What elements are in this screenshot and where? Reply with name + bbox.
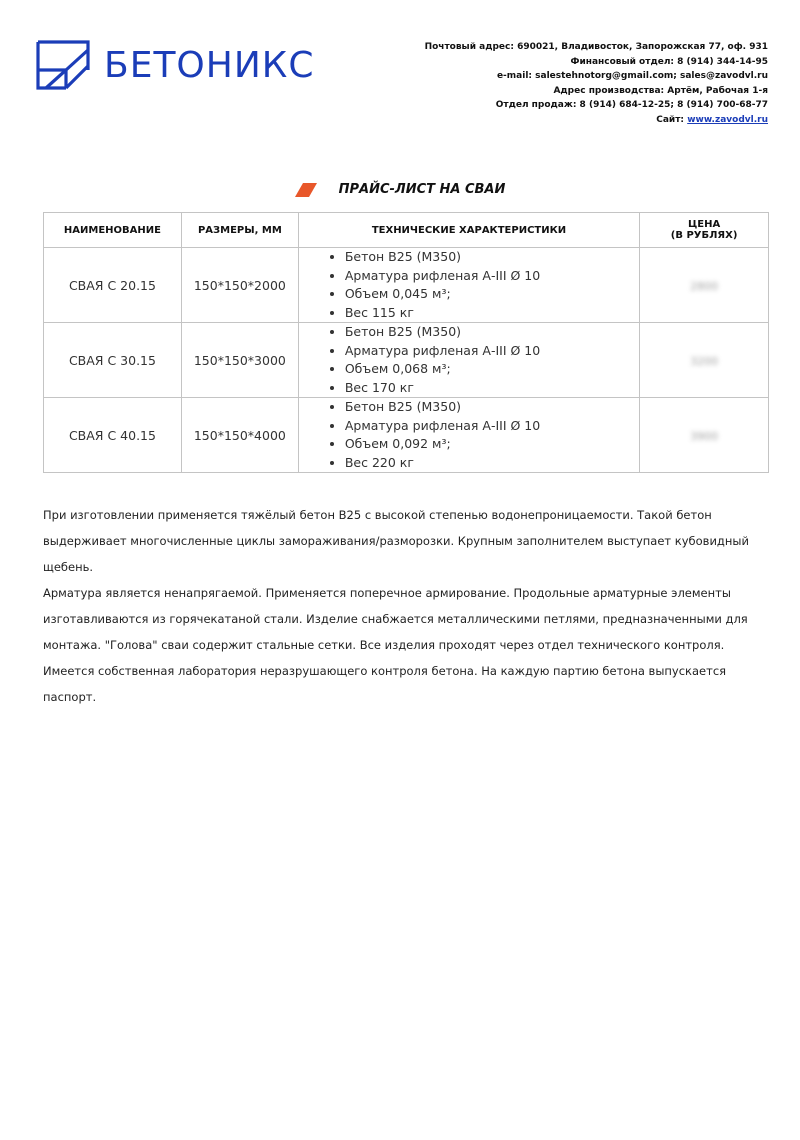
header-specs: ТЕХНИЧЕСКИЕ ХАРАКТЕРИСТИКИ [298,213,639,248]
product-specs [298,398,639,473]
price-value: 3900 [690,429,719,443]
description [43,502,769,710]
site-link[interactable]: www.zavodvl.ru [687,114,768,125]
product-price [640,248,769,323]
table-row [44,398,769,473]
postal-address: Почтовый адрес: 690021, Владивосток, Запорожская 77, оф. 931 [424,42,768,52]
site-line [425,113,768,128]
spec-item: • Бетон В25 (М350) [345,398,639,417]
price-value: 2800 [690,279,719,293]
paragraph-concrete: При изготовлении применяется тяжёлый бетон В25 с высокой степенью водонепроницаемости. Такой бетон выдерживает многочисленные циклы замораживания/разморозки. Крупным заполнителем выступает кубовидный щебень. [43,508,749,574]
header-price-label: ЦЕНА [687,219,721,230]
email-line: e-mail: salestehnotorg@gmail.com; sales@zavodvl.ru [496,71,768,81]
table-header-row [44,213,769,248]
product-specs [298,248,639,323]
header-price-unit: (В РУБЛЯХ) [670,230,738,241]
spec-item: • Объем 0,045 м³; [345,285,639,304]
product-size: 150*150*4000 [181,398,298,473]
spec-item: • Вес 220 кг [345,454,639,473]
logo-text: БЕТОНИКС [104,44,315,86]
product-name: СВАЯ С 30.15 [44,323,182,398]
spec-item: • Объем 0,068 м³; [345,360,639,379]
company-logo [36,40,314,90]
spec-item: • Вес 170 кг [345,379,639,398]
product-size: 150*150*3000 [181,323,298,398]
spec-item: • Вес 115 кг [345,304,639,323]
spec-item: • Арматура рифленая А-III Ø 10 [345,267,639,286]
product-price [640,398,769,473]
product-name: СВАЯ С 40.15 [44,398,182,473]
site-label: Сайт: [656,114,685,125]
table-row [44,323,769,398]
spec-item: • Бетон В25 (М350) [345,323,639,342]
page-title: ПРАЙС-ЛИСТ НА СВАИ [338,182,506,197]
product-name: СВАЯ С 20.15 [44,248,182,323]
spec-item: • Арматура рифленая А-III Ø 10 [345,417,639,436]
spec-item: • Бетон В25 (М350) [345,248,639,267]
finance-phone: Финансовый отдел: 8 (914) 344-14-95 [570,56,768,67]
spec-item: • Арматура рифленая А-III Ø 10 [345,342,639,361]
header-size: РАЗМЕРЫ, ММ [181,213,298,248]
header-name: НАИМЕНОВАНИЕ [44,213,182,248]
price-table [43,212,769,473]
logo-mark-icon [36,40,90,90]
title-row [0,182,800,197]
header-price [640,213,769,248]
price-value: 3200 [690,354,719,368]
product-size: 150*150*2000 [181,248,298,323]
product-price [640,323,769,398]
spec-item: • Объем 0,092 м³; [345,435,639,454]
sales-phone: Отдел продаж: 8 (914) 684-12-25; 8 (914) 700-68-77 [495,100,768,110]
paragraph-reinforcement: Арматура является ненапрягаемой. Применяется поперечное армирование. Продольные арматурные элементы изготавливаются из горячекатаной стали. Изделие снабжается металлическими петлями, предназначенными для монтажа. "Голова" сваи содержит стальные сетки. Все изделия проходят через отдел технического контроля. Имеется собственная лаборатория неразрушающего контроля бетона. На каждую партию бетона выпускается паспорт. [43,586,748,704]
production-address: Адрес производства: Артём, Рабочая 1-я [553,85,768,96]
contact-info [425,40,768,127]
product-specs [298,323,639,398]
title-marker-icon [295,183,317,197]
table-row [44,248,769,323]
